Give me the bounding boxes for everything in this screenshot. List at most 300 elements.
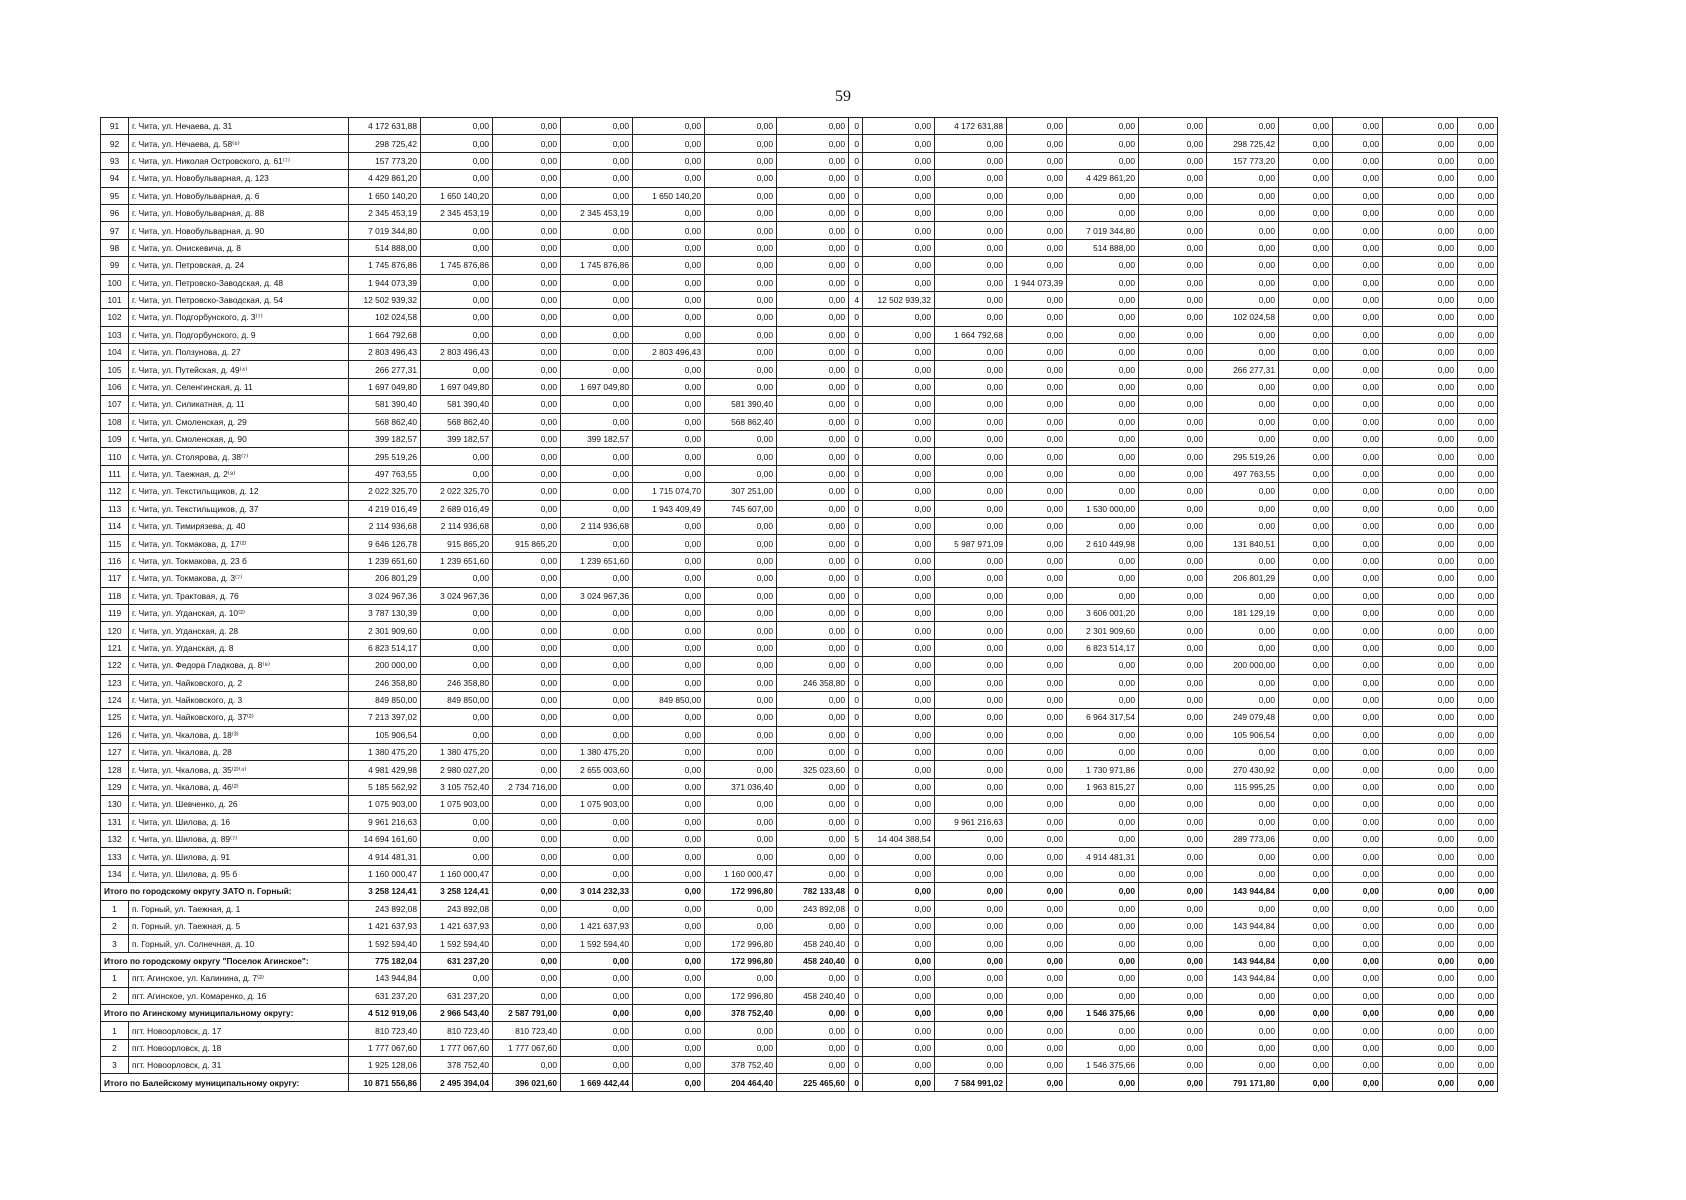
amount-cell: 0,00 <box>777 552 849 569</box>
amount-cell: 0,00 <box>1383 1004 1458 1021</box>
amount-cell: 0,00 <box>1067 570 1139 587</box>
amount-cell: 0,00 <box>1007 952 1067 969</box>
amount-cell: 0,00 <box>1139 987 1207 1004</box>
amount-cell: 0,00 <box>1207 378 1279 395</box>
amount-cell: 0,00 <box>705 639 777 656</box>
amount-cell: 0,00 <box>1333 204 1383 221</box>
amount-cell: 0,00 <box>1458 500 1498 517</box>
amount-cell: 0,00 <box>1333 500 1383 517</box>
amount-cell: 0,00 <box>561 813 633 830</box>
total-cell: 157 773,20 <box>349 152 421 169</box>
amount-cell: 0,00 <box>561 900 633 917</box>
amount-cell: 0,00 <box>1279 709 1333 726</box>
amount-cell: 295 519,26 <box>1207 448 1279 465</box>
amount-cell: 0,00 <box>561 448 633 465</box>
row-number: 126 <box>101 726 129 743</box>
amount-cell: 0,00 <box>863 152 935 169</box>
address-cell: г. Чита, ул. Таежная, д. 2⁽⁸⁾ <box>129 465 349 482</box>
amount-cell: 0,00 <box>1383 639 1458 656</box>
amount-cell: 0,00 <box>777 239 849 256</box>
amount-cell: 0,00 <box>777 274 849 291</box>
amount-cell: 0,00 <box>1007 361 1067 378</box>
amount-cell: 0,00 <box>1458 552 1498 569</box>
address-cell: п. Горный, ул. Солнечная, д. 10 <box>129 935 349 952</box>
amount-cell: 0,00 <box>421 239 493 256</box>
amount-cell: 0,00 <box>493 900 561 917</box>
amount-cell: 0,00 <box>561 674 633 691</box>
amount-cell: 0,00 <box>1333 831 1383 848</box>
amount-cell: 0,00 <box>1007 674 1067 691</box>
row-number: 3 <box>101 935 129 952</box>
amount-cell: 0,00 <box>1333 761 1383 778</box>
amount-cell: 298 725,42 <box>1207 135 1279 152</box>
amount-cell: 0,00 <box>1007 883 1067 900</box>
amount-cell: 0,00 <box>561 570 633 587</box>
amount-cell: 0,00 <box>1383 1039 1458 1056</box>
amount-cell: 0,00 <box>1139 935 1207 952</box>
amount-cell: 0,00 <box>1139 204 1207 221</box>
count-cell: 0 <box>849 535 863 552</box>
amount-cell: 0,00 <box>1333 726 1383 743</box>
amount-cell: 0,00 <box>863 465 935 482</box>
amount-cell: 0,00 <box>705 204 777 221</box>
amount-cell: 0,00 <box>1007 378 1067 395</box>
amount-cell: 0,00 <box>935 570 1007 587</box>
amount-cell: 0,00 <box>935 744 1007 761</box>
amount-cell: 0,00 <box>493 813 561 830</box>
address-cell: г. Чита, ул. Токмакова, д. 23 б <box>129 552 349 569</box>
amount-cell: 458 240,40 <box>777 987 849 1004</box>
amount-cell: 0,00 <box>1007 448 1067 465</box>
amount-cell: 0,00 <box>1279 396 1333 413</box>
amount-cell: 0,00 <box>935 222 1007 239</box>
amount-cell: 0,00 <box>935 952 1007 969</box>
amount-cell: 0,00 <box>1333 709 1383 726</box>
amount-cell: 0,00 <box>1458 291 1498 308</box>
count-cell: 0 <box>849 361 863 378</box>
amount-cell: 0,00 <box>1333 883 1383 900</box>
count-cell: 0 <box>849 952 863 969</box>
amount-cell: 0,00 <box>1383 604 1458 621</box>
amount-cell: 0,00 <box>1007 813 1067 830</box>
total-cell: 1 697 049,80 <box>349 378 421 395</box>
row-number: 131 <box>101 813 129 830</box>
amount-cell: 0,00 <box>863 900 935 917</box>
amount-cell: 200 000,00 <box>1207 657 1279 674</box>
amount-cell: 0,00 <box>561 639 633 656</box>
row-number: 98 <box>101 239 129 256</box>
row-number: 107 <box>101 396 129 413</box>
row-number: 96 <box>101 204 129 221</box>
table-row <box>101 187 1498 204</box>
amount-cell: 0,00 <box>863 1039 935 1056</box>
amount-cell: 0,00 <box>1279 500 1333 517</box>
amount-cell: 0,00 <box>1007 204 1067 221</box>
amount-cell: 0,00 <box>863 796 935 813</box>
total-cell: 3 024 967,36 <box>349 587 421 604</box>
amount-cell: 378 752,40 <box>421 1057 493 1074</box>
amount-cell: 0,00 <box>1458 778 1498 795</box>
amount-cell: 0,00 <box>705 222 777 239</box>
amount-cell: 0,00 <box>935 831 1007 848</box>
amount-cell: 0,00 <box>1458 883 1498 900</box>
amount-cell: 0,00 <box>1279 761 1333 778</box>
subtotal-row <box>101 1004 1498 1021</box>
total-cell: 105 906,54 <box>349 726 421 743</box>
amount-cell: 791 171,80 <box>1207 1074 1279 1091</box>
amount-cell: 0,00 <box>777 778 849 795</box>
amount-cell: 0,00 <box>705 187 777 204</box>
table-row <box>101 239 1498 256</box>
total-cell: 2 345 453,19 <box>349 204 421 221</box>
amount-cell: 0,00 <box>633 778 705 795</box>
address-cell: г. Чита, ул. Чкалова, д. 28 <box>129 744 349 761</box>
amount-cell: 0,00 <box>633 396 705 413</box>
amount-cell: 0,00 <box>1383 291 1458 308</box>
row-number: 115 <box>101 535 129 552</box>
table-row <box>101 517 1498 534</box>
amount-cell: 0,00 <box>1139 831 1207 848</box>
amount-cell: 0,00 <box>421 309 493 326</box>
amount-cell: 0,00 <box>863 709 935 726</box>
amount-cell: 0,00 <box>1067 204 1139 221</box>
amount-cell: 0,00 <box>935 674 1007 691</box>
amount-cell: 0,00 <box>1207 691 1279 708</box>
table-row <box>101 257 1498 274</box>
row-number: 105 <box>101 361 129 378</box>
amount-cell: 0,00 <box>633 118 705 135</box>
amount-cell: 0,00 <box>633 639 705 656</box>
amount-cell: 0,00 <box>1383 309 1458 326</box>
amount-cell: 0,00 <box>863 135 935 152</box>
row-number: 134 <box>101 865 129 882</box>
total-cell: 1 745 876,86 <box>349 257 421 274</box>
table-row <box>101 413 1498 430</box>
amount-cell: 0,00 <box>1333 378 1383 395</box>
table-row <box>101 639 1498 656</box>
total-cell: 9 646 126,78 <box>349 535 421 552</box>
table-row <box>101 1022 1498 1039</box>
amount-cell: 0,00 <box>1139 431 1207 448</box>
table-row <box>101 900 1498 917</box>
amount-cell: 0,00 <box>777 691 849 708</box>
row-number: 117 <box>101 570 129 587</box>
amount-cell: 0,00 <box>633 970 705 987</box>
amount-cell: 1 075 903,00 <box>561 796 633 813</box>
amount-cell: 0,00 <box>1139 865 1207 882</box>
amount-cell: 0,00 <box>935 778 1007 795</box>
amount-cell: 0,00 <box>863 222 935 239</box>
amount-cell: 0,00 <box>1007 413 1067 430</box>
amount-cell: 0,00 <box>1007 309 1067 326</box>
amount-cell: 0,00 <box>1207 1057 1279 1074</box>
amount-cell: 0,00 <box>1458 674 1498 691</box>
row-number: 129 <box>101 778 129 795</box>
amount-cell: 0,00 <box>777 465 849 482</box>
total-cell: 1 650 140,20 <box>349 187 421 204</box>
amount-cell: 0,00 <box>1139 813 1207 830</box>
amount-cell: 0,00 <box>1007 344 1067 361</box>
total-cell: 4 219 016,49 <box>349 500 421 517</box>
amount-cell: 0,00 <box>777 570 849 587</box>
amount-cell: 0,00 <box>1383 917 1458 934</box>
total-cell: 4 429 861,20 <box>349 170 421 187</box>
amount-cell: 849 850,00 <box>633 691 705 708</box>
amount-cell: 0,00 <box>633 1074 705 1091</box>
amount-cell: 0,00 <box>705 657 777 674</box>
amount-cell: 0,00 <box>935 935 1007 952</box>
amount-cell: 0,00 <box>561 413 633 430</box>
amount-cell: 0,00 <box>1458 413 1498 430</box>
amount-cell: 249 079,48 <box>1207 709 1279 726</box>
amount-cell: 0,00 <box>1458 448 1498 465</box>
amount-cell: 0,00 <box>935 1057 1007 1074</box>
amount-cell: 0,00 <box>863 257 935 274</box>
amount-cell: 0,00 <box>935 204 1007 221</box>
table-row <box>101 691 1498 708</box>
amount-cell: 0,00 <box>1333 970 1383 987</box>
amount-cell: 631 237,20 <box>421 952 493 969</box>
row-number: 111 <box>101 465 129 482</box>
count-cell: 0 <box>849 709 863 726</box>
amount-cell: 0,00 <box>633 552 705 569</box>
amount-cell: 0,00 <box>633 831 705 848</box>
amount-cell: 0,00 <box>1383 448 1458 465</box>
amount-cell: 0,00 <box>493 152 561 169</box>
amount-cell: 745 607,00 <box>705 500 777 517</box>
amount-cell: 0,00 <box>1383 152 1458 169</box>
amount-cell: 371 036,40 <box>705 778 777 795</box>
amount-cell: 810 723,40 <box>421 1022 493 1039</box>
amount-cell: 0,00 <box>1279 170 1333 187</box>
amount-cell: 0,00 <box>493 204 561 221</box>
amount-cell: 0,00 <box>1458 639 1498 656</box>
amount-cell: 0,00 <box>1139 744 1207 761</box>
amount-cell: 1 592 594,40 <box>421 935 493 952</box>
address-cell: пгт. Новоорловск, д. 31 <box>129 1057 349 1074</box>
amount-cell: 0,00 <box>1333 935 1383 952</box>
amount-cell: 0,00 <box>777 222 849 239</box>
amount-cell: 0,00 <box>633 761 705 778</box>
amount-cell: 0,00 <box>863 309 935 326</box>
amount-cell: 0,00 <box>1383 274 1458 291</box>
amount-cell: 0,00 <box>1333 1039 1383 1056</box>
amount-cell: 0,00 <box>1279 118 1333 135</box>
amount-cell: 0,00 <box>1139 1004 1207 1021</box>
amount-cell: 0,00 <box>493 987 561 1004</box>
row-number: 108 <box>101 413 129 430</box>
amount-cell: 0,00 <box>1007 744 1067 761</box>
amount-cell: 0,00 <box>1333 361 1383 378</box>
amount-cell: 0,00 <box>421 831 493 848</box>
address-cell: г. Чита, ул. Токмакова, д. 3⁽⁷⁾ <box>129 570 349 587</box>
amount-cell: 0,00 <box>1279 796 1333 813</box>
row-number: 128 <box>101 761 129 778</box>
amount-cell: 0,00 <box>1333 274 1383 291</box>
amount-cell: 0,00 <box>421 726 493 743</box>
amount-cell: 1 380 475,20 <box>561 744 633 761</box>
amount-cell: 0,00 <box>1333 674 1383 691</box>
amount-cell: 0,00 <box>633 291 705 308</box>
amount-cell: 0,00 <box>633 222 705 239</box>
amount-cell: 0,00 <box>633 204 705 221</box>
amount-cell: 172 996,80 <box>705 987 777 1004</box>
amount-cell: 0,00 <box>1007 587 1067 604</box>
amount-cell: 0,00 <box>705 274 777 291</box>
amount-cell: 1 944 073,39 <box>1007 274 1067 291</box>
amount-cell: 0,00 <box>561 500 633 517</box>
total-cell: 7 213 397,02 <box>349 709 421 726</box>
count-cell: 0 <box>849 500 863 517</box>
address-cell: г. Чита, ул. Чайковского, д. 2 <box>129 674 349 691</box>
amount-cell: 0,00 <box>1007 778 1067 795</box>
table-row <box>101 587 1498 604</box>
amount-cell: 0,00 <box>633 883 705 900</box>
amount-cell: 0,00 <box>1139 604 1207 621</box>
amount-cell: 0,00 <box>777 639 849 656</box>
amount-cell: 0,00 <box>633 709 705 726</box>
amount-cell: 181 129,19 <box>1207 604 1279 621</box>
address-cell: г. Чита, ул. Трактовая, д. 76 <box>129 587 349 604</box>
amount-cell: 0,00 <box>935 622 1007 639</box>
total-cell: 200 000,00 <box>349 657 421 674</box>
count-cell: 0 <box>849 309 863 326</box>
count-cell: 0 <box>849 152 863 169</box>
total-cell: 266 277,31 <box>349 361 421 378</box>
amount-cell: 0,00 <box>493 517 561 534</box>
amount-cell: 0,00 <box>705 813 777 830</box>
amount-cell: 0,00 <box>633 274 705 291</box>
amount-cell: 0,00 <box>935 465 1007 482</box>
amount-cell: 0,00 <box>1383 118 1458 135</box>
amount-cell: 307 251,00 <box>705 483 777 500</box>
count-cell: 0 <box>849 622 863 639</box>
amount-cell: 0,00 <box>1279 848 1333 865</box>
row-number: 119 <box>101 604 129 621</box>
address-cell: г. Чита, ул. Чайковского, д. 3 <box>129 691 349 708</box>
amount-cell: 0,00 <box>935 291 1007 308</box>
amount-cell: 0,00 <box>1007 552 1067 569</box>
amount-cell: 4 914 481,31 <box>1067 848 1139 865</box>
amount-cell: 0,00 <box>561 361 633 378</box>
amount-cell: 0,00 <box>1458 326 1498 343</box>
amount-cell: 0,00 <box>1383 552 1458 569</box>
amount-cell: 0,00 <box>1458 604 1498 621</box>
total-cell: 1 592 594,40 <box>349 935 421 952</box>
amount-cell: 0,00 <box>493 970 561 987</box>
amount-cell: 0,00 <box>1279 1004 1333 1021</box>
amount-cell: 0,00 <box>633 813 705 830</box>
amount-cell: 0,00 <box>1333 917 1383 934</box>
table-row <box>101 222 1498 239</box>
total-cell: 849 850,00 <box>349 691 421 708</box>
amount-cell: 0,00 <box>1279 152 1333 169</box>
amount-cell: 0,00 <box>421 657 493 674</box>
amount-cell: 0,00 <box>1007 396 1067 413</box>
amount-cell: 0,00 <box>863 1057 935 1074</box>
amount-cell: 0,00 <box>1279 483 1333 500</box>
amount-cell: 0,00 <box>633 1057 705 1074</box>
amount-cell: 0,00 <box>1207 291 1279 308</box>
address-cell: п. Горный, ул. Таежная, д. 1 <box>129 900 349 917</box>
amount-cell: 0,00 <box>1007 483 1067 500</box>
amount-cell: 0,00 <box>561 1022 633 1039</box>
amount-cell: 0,00 <box>1333 413 1383 430</box>
amount-cell: 0,00 <box>561 118 633 135</box>
amount-cell: 0,00 <box>1207 935 1279 952</box>
amount-cell: 0,00 <box>1458 691 1498 708</box>
amount-cell: 0,00 <box>1383 744 1458 761</box>
amount-cell: 0,00 <box>633 448 705 465</box>
amount-cell: 0,00 <box>561 239 633 256</box>
amount-cell: 0,00 <box>777 604 849 621</box>
amount-cell: 0,00 <box>1139 657 1207 674</box>
amount-cell: 0,00 <box>935 448 1007 465</box>
amount-cell: 2 610 449,98 <box>1067 535 1139 552</box>
table-row <box>101 848 1498 865</box>
amount-cell: 0,00 <box>863 448 935 465</box>
amount-cell: 0,00 <box>1007 865 1067 882</box>
amount-cell: 0,00 <box>705 1039 777 1056</box>
amount-cell: 0,00 <box>493 361 561 378</box>
amount-cell: 9 961 216,63 <box>935 813 1007 830</box>
total-cell: 1 925 128,06 <box>349 1057 421 1074</box>
amount-cell: 0,00 <box>1067 1039 1139 1056</box>
amount-cell: 0,00 <box>705 465 777 482</box>
amount-cell: 514 888,00 <box>1067 239 1139 256</box>
amount-cell: 0,00 <box>1458 535 1498 552</box>
amount-cell: 0,00 <box>1279 1039 1333 1056</box>
amount-cell: 0,00 <box>1067 813 1139 830</box>
amount-cell: 0,00 <box>777 865 849 882</box>
amount-cell: 0,00 <box>1139 413 1207 430</box>
total-cell: 2 301 909,60 <box>349 622 421 639</box>
table-row <box>101 570 1498 587</box>
amount-cell: 0,00 <box>633 848 705 865</box>
total-cell: 4 512 919,06 <box>349 1004 421 1021</box>
amount-cell: 0,00 <box>1067 691 1139 708</box>
amount-cell: 0,00 <box>1279 831 1333 848</box>
amount-cell: 1 697 049,80 <box>421 378 493 395</box>
amount-cell: 0,00 <box>863 500 935 517</box>
amount-cell: 0,00 <box>935 848 1007 865</box>
amount-cell: 0,00 <box>1279 865 1333 882</box>
amount-cell: 0,00 <box>1383 813 1458 830</box>
count-cell: 0 <box>849 170 863 187</box>
amount-cell: 0,00 <box>863 535 935 552</box>
amount-cell: 0,00 <box>1333 118 1383 135</box>
count-cell: 0 <box>849 1074 863 1091</box>
amount-cell: 0,00 <box>1383 239 1458 256</box>
amount-cell: 0,00 <box>633 1022 705 1039</box>
amount-cell: 0,00 <box>1279 622 1333 639</box>
amount-cell: 0,00 <box>421 152 493 169</box>
amount-cell: 0,00 <box>493 378 561 395</box>
row-number: 1 <box>101 1022 129 1039</box>
amount-cell: 0,00 <box>1279 413 1333 430</box>
amount-cell: 4 429 861,20 <box>1067 170 1139 187</box>
amount-cell: 0,00 <box>1007 1074 1067 1091</box>
amount-cell: 7 584 991,02 <box>935 1074 1007 1091</box>
amount-cell: 0,00 <box>1383 326 1458 343</box>
amount-cell: 0,00 <box>777 344 849 361</box>
count-cell: 0 <box>849 204 863 221</box>
amount-cell: 0,00 <box>493 413 561 430</box>
amount-cell: 0,00 <box>777 361 849 378</box>
amount-cell: 0,00 <box>1067 378 1139 395</box>
amount-cell: 0,00 <box>1333 257 1383 274</box>
amount-cell: 0,00 <box>863 935 935 952</box>
